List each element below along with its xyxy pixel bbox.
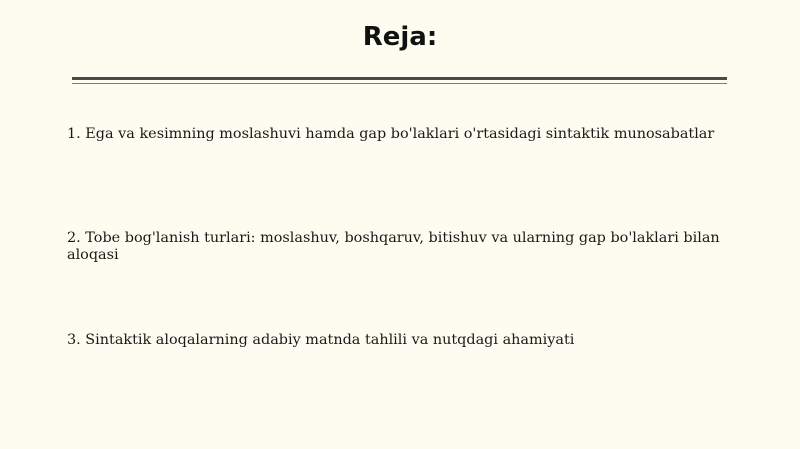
title-divider-thin [72,83,727,84]
slide-title: Reja: [362,22,438,52]
plan-item-2: 2. Tobe bog'lanish turlari: moslashuv, boshqaruv, bitishuv va ularning gap bo'laklari bilan aloqasi [67,230,720,263]
plan-item-3: 3. Sintaktik aloqalarning adabiy matnda tahlili va nutqdagi ahamiyati [67,332,575,348]
title-divider-thick [72,77,727,80]
plan-item-1: 1. Ega va kesimning moslashuvi hamda gap bo'laklari o'rtasidagi sintaktik munosabatlar [67,126,715,142]
